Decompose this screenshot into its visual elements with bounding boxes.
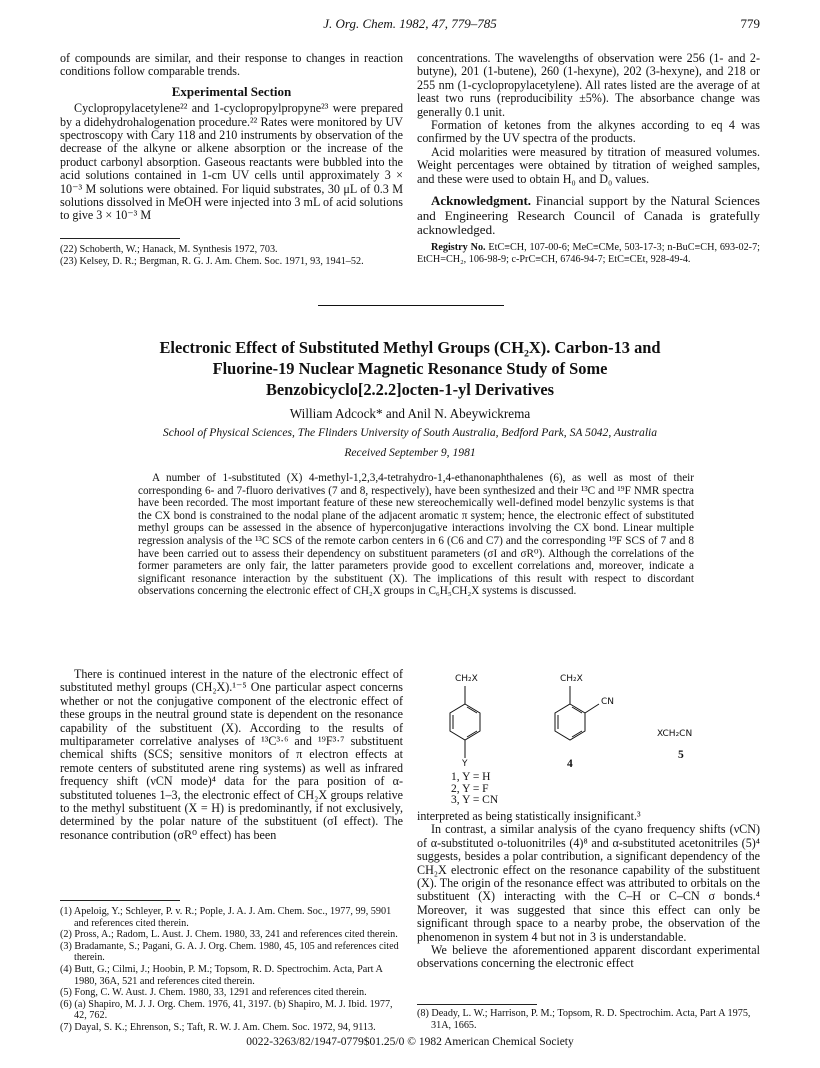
footnotes-body-right — [417, 1008, 760, 1031]
compound-number: 5 — [678, 749, 684, 761]
ack-label: Acknowledgment. — [431, 193, 532, 209]
page-number: 779 — [740, 16, 760, 31]
authors: William Adcock* and Anil N. Abeywickrema — [289, 406, 531, 421]
section-heading: Experimental Section — [171, 83, 292, 99]
registry-paragraph — [417, 242, 760, 265]
paragraph: Cyclopropylacetylene²² and 1-cyclopropylpropyne²³ were prepared by a didehydrohalogenation procedure.²² Rates were monitored by UV spectroscopy with Cary 118 and 210 instruments by observation of the decrease of the alkyne or alkene absorption or the increase of the product carbonyl absorption. Gaseous reactants were bubbled into the acid solutions contained in 1-cm UV cells until approximately 3 × 10⁻³ M solutions were obtained. For liquid substrates, 30 μL of 0.3 M solutions dissolved in MeOH were injected into 3 mL of acid solutions to give 3 × 10⁻³ M — [60, 101, 403, 223]
paragraph: of compounds are similar, and their response to changes in reaction conditions follow comparable trends. — [60, 51, 403, 79]
affiliation: School of Physical Sciences, The Flinders University of South Australia, Bedford Park, SA 5042, Australia — [162, 426, 658, 439]
footnotes-body-left — [60, 906, 403, 1034]
page-footer: 0022-3263/82/1947-0779$01.25/0 © 1982 American Chemical Society — [246, 1036, 574, 1048]
body-right-column — [417, 810, 760, 971]
top-left-column — [60, 52, 403, 223]
chemical-structures — [417, 666, 760, 806]
footnote: (23) Kelsey, D. R.; Bergman, R. G. J. Am. Chem. Soc. 1971, 93, 1941–52. — [60, 255, 364, 267]
title-line: Benzobicyclo[2.2.2]octen-1-yl Derivatives — [265, 380, 555, 399]
paragraph: In contrast, a similar analysis of the cyano frequency shifts (νCN) of α-substituted o-toluonitriles (4)⁸ and α-substituted acetonitriles (5)⁴ suggests, besides a polar contribution, a significant dependency of the CH₂X electronic effect on the resonance capability of the substituent (X). The origin of the resonance effect was attributed to orbitals on the substituent (X) interacting with the C–H or C–CN σ bonds.⁴ Moreover, it was suggested that since this effect can only be significant through space to a nearby probe, the observation of the phenomenon in system 4 but not in 3 is understandable. — [417, 822, 760, 944]
title-line: Electronic Effect of Substituted Methyl Groups (CH₂X). Carbon-13 and — [159, 338, 661, 357]
registry-text: EtC≡CH, 107-00-6; MeC≡CMe, 503-17-3; n-BuC≡CH, 693-02-7; EtCH=CH₂, 106-98-9; c-PrC≡CH, 6746-94-7; EtC≡CEt, 928-49-4. — [417, 242, 760, 265]
footnote: (7) Dayal, S. K.; Ehrenson, S.; Taft, R. W. J. Am. Chem. Soc. 1972, 94, 9113. — [60, 1021, 376, 1033]
footnote: (5) Fong, C. W. Aust. J. Chem. 1980, 33, 1291 and references cited therein. — [60, 987, 367, 999]
benzene-ring — [450, 704, 480, 740]
footnote-rule — [417, 1004, 537, 1005]
ack-text: Financial support by the Natural Sciences and Engineering Research Council of Canada is gratefully acknowledged. — [417, 193, 760, 238]
ch2x-label: CH₂X — [560, 674, 583, 684]
acknowledgment — [417, 194, 760, 238]
title-line: Fluorine-19 Nuclear Magnetic Resonance Study of Some — [212, 359, 608, 378]
footnote-rule — [60, 900, 180, 901]
registry-numbers — [417, 242, 760, 265]
paragraph: Formation of ketones from the alkynes according to eq 4 was confirmed by the UV spectra of the products. — [417, 118, 760, 146]
paragraph: interpreted as being statistically insignificant.³ — [417, 809, 641, 823]
benzene-ring — [555, 704, 585, 740]
paragraph: Acid molarities were measured by titration of measured volumes. Weight percentages were obtained by titration of weighed samples, and these were used to obtain H₀ and D₀ values. — [417, 144, 760, 186]
paragraph: We believe the aforementioned apparent discordant experimental observations concerning the electronic effect — [417, 943, 760, 971]
footnote: (6) (a) Shapiro, M. J. J. Org. Chem. 1976, 41, 3197. (b) Shapiro, M. J. Ibid. 1977, 42, 762. — [60, 998, 393, 1022]
xch2cn-label: XCH₂CN — [657, 729, 693, 739]
compound-legend — [451, 772, 498, 807]
footnote: (3) Bradamante, S.; Pagani, G. A. J. Org. Chem. 1980, 45, 105 and references cited therein. — [60, 940, 399, 964]
received-date: Received September 9, 1981 — [344, 446, 476, 459]
top-right-column — [417, 52, 760, 238]
bond — [585, 704, 599, 713]
running-header — [0, 16, 820, 34]
legend-line: 1, Y = H — [451, 771, 491, 783]
article-separator — [318, 305, 504, 306]
y-label: Y — [462, 759, 468, 769]
legend-line: 2, Y = F — [451, 782, 489, 795]
footnote: (2) Pross, A.; Radom, L. Aust. J. Chem. 1980, 33, 241 and references cited therein. — [60, 929, 398, 941]
footnote: (8) Deady, L. W.; Harrison, P. M.; Topsom, R. D. Spectrochim. Acta, Part A 1975, 31A, 1665. — [417, 1008, 751, 1031]
paragraph: concentrations. The wavelengths of observation were 256 (1- and 2-butyne), 201 (1-butene), 260 (1-hexyne), 202 (3-hexyne), and 218 or 255 nm (1-cyclopropylacetylene). All rates listed are the average of at least two runs (reproducibility ±5%). The absorbance change was generally 0.1 unit. — [417, 51, 760, 119]
article-title — [60, 337, 760, 400]
registry-label: Registry No. — [431, 242, 486, 253]
body-left-column — [60, 668, 403, 842]
abstract: A number of 1-substituted (X) 4-methyl-1,2,3,4-tetrahydro-1,4-ethanonaphthalenes (6), as well as most of their corresponding 6- and 7-fluoro derivatives (7 and 8, respectively), have been synthesized and their ¹³C and ¹⁹F NMR spectra have been recorded. The most important feature of these new stereochemically well-defined model benzylic systems is that the CX bond is constrained to the nodal plane of the adjacent aromatic π system; hence, the electronic effect of substituted methyl groups can be assessed in the absence of hyperconjugative interactions involving the CX bond. Linear multiple regression analysis of the ¹³C SCS of the remote carbon centers in 6 (C6 and C7) and the corresponding ¹⁹F SCS of 7 and 8 have been carried out to assess their dependency on substituent parameters (σI and σR⁰). Although the correlations of the former parameters are only fair, the latter parameters provide good to excellent correlations and, moreover, indicate a significant resonance interaction by the substituent (X). The implications of this result with respect to discordant observations concerning the electronic effect of CH₂X groups in C₆H₅CH₂X systems is discussed. — [138, 472, 694, 598]
footnote: (1) Apeloig, Y.; Schleyer, P. v. R.; Pople, J. A. J. Am. Chem. Soc., 1977, 99, 5901 and references cited therein. — [60, 906, 392, 929]
footnote-rule — [60, 238, 180, 239]
footnote: (22) Schoberth, W.; Hanack, M. Synthesis 1972, 703. — [60, 244, 278, 255]
legend-line: 3, Y = CN — [451, 794, 499, 806]
paragraph: There is continued interest in the nature of the electronic effect of substituted methyl groups (CH₂X).¹⁻⁵ One particular aspect concerns whether or not the conjugative component of the electronic effect of these groups in the neutral ground state is dependent on the resonance capability of the substituent (X). According to the results of multiparameter correlative analyses of ¹³C³·⁶ and ¹⁹F³·⁷ substituent chemical shifts (SCS; sensitive monitors of π electron effects at remote centers of substituted arene ring systems) as well as infrared frequency shift (νCN mode)⁴ data for the para position of α-substituted toluenes 1–3, the electronic effect of CH₂X groups relative to the methyl substituent (X = H) is predominantly, if not exclusively, determined by the polar nature of the substituent (σI effect). The resonance contribution (σR⁰ effect) has been — [60, 667, 403, 842]
compound-number: 4 — [567, 758, 573, 770]
journal-citation: J. Org. Chem. 1982, 47, 779–785 — [323, 16, 497, 31]
footnote: (4) Butt, G.; Cilmi, J.; Hoobin, P. M.; Topsom, R. D. Spectrochim. Acta, Part A 1980, 36A, 521 and references cited therein. — [60, 963, 383, 987]
cn-label: CN — [601, 697, 615, 707]
ch2x-label: CH₂X — [455, 674, 478, 684]
footnotes-top-left — [60, 244, 403, 267]
